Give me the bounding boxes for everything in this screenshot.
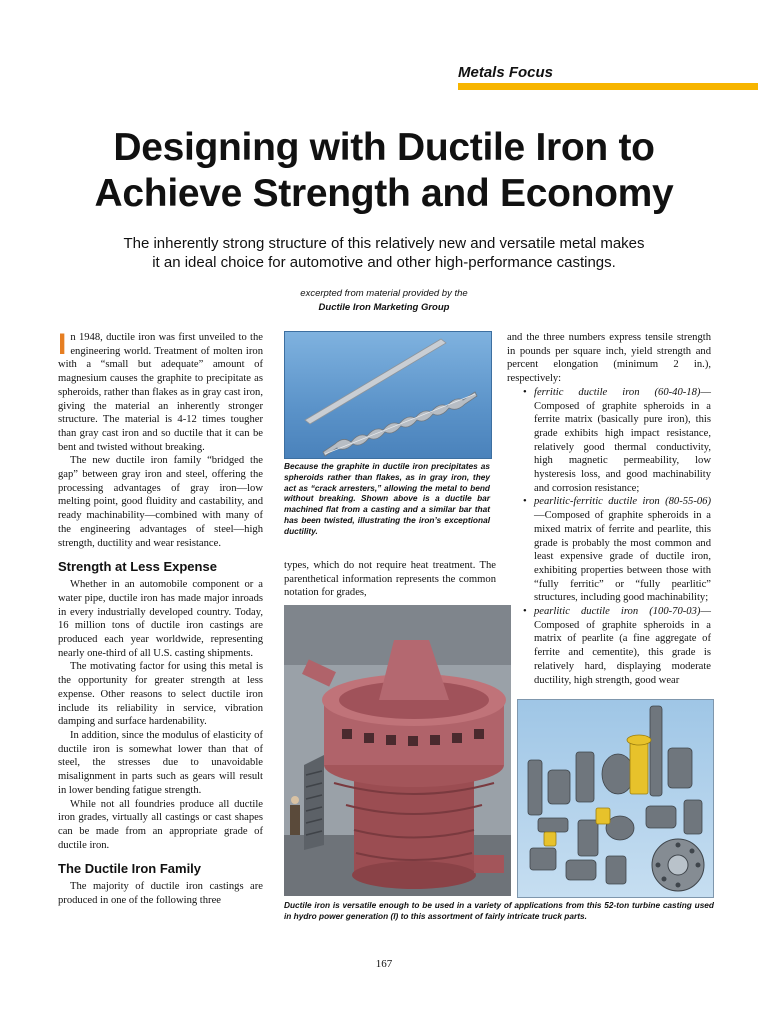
paragraph-1-text: n 1948, ductile iron was first unveiled to the engineering world. Treatment of molten iron with a “small but adequate” amount of magnesium causes the graphite to precipitate as spheroids, rather than flakes as in gray cast iron, giving the material an inherently stronger structure. The material is 4-12 times tougher than gray cast iron and so ductile that it can be bent and twisted without breaking. (58, 332, 263, 453)
twisted-bar-photo (284, 331, 492, 459)
list-item (507, 495, 711, 605)
grade-description: —Composed of graphite spheroids in a matrix of pearlite (a fine aggregate of ferrite and cementite), this grade is relatively hard, displaying moderate ductility, high strength, good wear (534, 606, 711, 686)
article-subtitle (40, 234, 728, 272)
grades-list (507, 386, 711, 687)
list-item (507, 386, 711, 496)
truck-parts-photo (517, 699, 714, 898)
paragraph-7: The majority of ductile iron castings are produced in one of the following three (58, 881, 263, 907)
paragraph-4: The motivating factor for using this metal is the opportunity for greater strength at less expense. Other reasons to select ductile iron include its reliability in service, vibration damping and surface hardenability. (58, 661, 263, 728)
truck-parts-illustration (518, 700, 713, 897)
paragraph-1 (58, 328, 263, 454)
turbine-casting-illustration (284, 605, 511, 896)
list-item (507, 605, 711, 687)
text-column-2 (284, 559, 496, 600)
photos-caption: Ductile iron is versatile enough to be used in a variety of applications from this 52-ton turbine casting used in hydro power generation (l) to this assortment of fairly intricate truck parts. (284, 900, 714, 921)
twisted-bar-illustration (285, 332, 491, 458)
paragraph-8: types, which do not require heat treatment. The parenthetical information represents the common notation for grades, (284, 560, 496, 599)
subtitle-line-1: The inherently strong structure of this relatively new and versatile metal makes (123, 235, 645, 252)
text-column-1 (58, 328, 263, 908)
text-column-3 (507, 331, 711, 687)
credit-organization: Ductile Iron Marketing Group (318, 302, 450, 313)
paragraph-2: The new ductile iron family “bridged the gap” between gray iron and steel, offering the processing advantages of gray iron—low melting point, good fluidity and castability, and ready machinability—combined with many of the engineering advantages of steel—high strength, ductility and wear resistance. (58, 455, 263, 549)
section-label: Metals Focus (458, 64, 554, 81)
grade-name: pearlitic-ferritic ductile iron (80-55-06) (534, 496, 711, 508)
paragraph-6: While not all foundries produce all ductile iron grades, virtually all castings or cast shapes can be made from an appropriate grade of ductile iron. (58, 798, 263, 851)
title-line-1: Designing with Ductile Iron to (113, 126, 655, 169)
article-credit (200, 287, 568, 315)
subtitle-line-2: it an ideal choice for automotive and other high-performance castings. (152, 254, 616, 271)
grade-description: —Composed of graphite spheroids in a mixed matrix of ferrite and pearlite, this grade is probably the most common and least expensive grade of ductile iron, exhibiting properties between those with “fully ferritic” or “fully pearlitic” structures, including good machinability; (534, 510, 711, 604)
title-line-2: Achieve Strength and Economy (94, 172, 674, 215)
grades-intro: and the three numbers express tensile strength in pounds per square inch, yield strength and percent elongation (minimum 2 in.), respectively: (507, 332, 711, 385)
turbine-casting-photo (284, 605, 511, 896)
paragraph-5: In addition, since the modulus of elasticity of ductile iron is somewhat lower than that of steel, the stresses due to unavoidable misalignment in parts such as gears will result in lower bending fatigue strength. (58, 729, 263, 796)
subheading-strength: Strength at Less Expense (58, 559, 217, 575)
grade-name: ferritic ductile iron (60-40-18) (534, 386, 701, 398)
paragraph-3: Whether in an automobile component or a water pipe, ductile iron has made major inroads in every industrially developed country. Today, 16 million tons of ductile iron castings are produced each year worldwide, representing nearly one-third of all U.S. casting shipments. (58, 579, 263, 659)
grade-name: pearlitic ductile iron (100-70-03) (534, 606, 701, 618)
grade-description: —Composed of graphite spheroids in a ferrite matrix (basically pure iron), this grade exhibits high impact resistance, relatively good thermal conductivity, high magnetic permeability, low hysteresis loss, and good machinability and corrosion resistance; (534, 386, 711, 494)
credit-line: excerpted from material provided by the (300, 288, 468, 299)
drop-cap: I (58, 328, 67, 361)
page-number: 167 (375, 958, 393, 970)
article-title (20, 125, 748, 217)
subheading-family: The Ductile Iron Family (58, 861, 202, 877)
section-accent-bar (458, 83, 758, 90)
bar-photo-caption: Because the graphite in ductile iron precipitates as spheroids rather than flakes, as in gray iron, they act as “crack arresters,” allowing the metal to bend without breaking. Shown above is a ductile bar machined flat from a casting and a similar bar that has been twisted, illustrating the iron’s exceptional ductility. (284, 461, 490, 536)
